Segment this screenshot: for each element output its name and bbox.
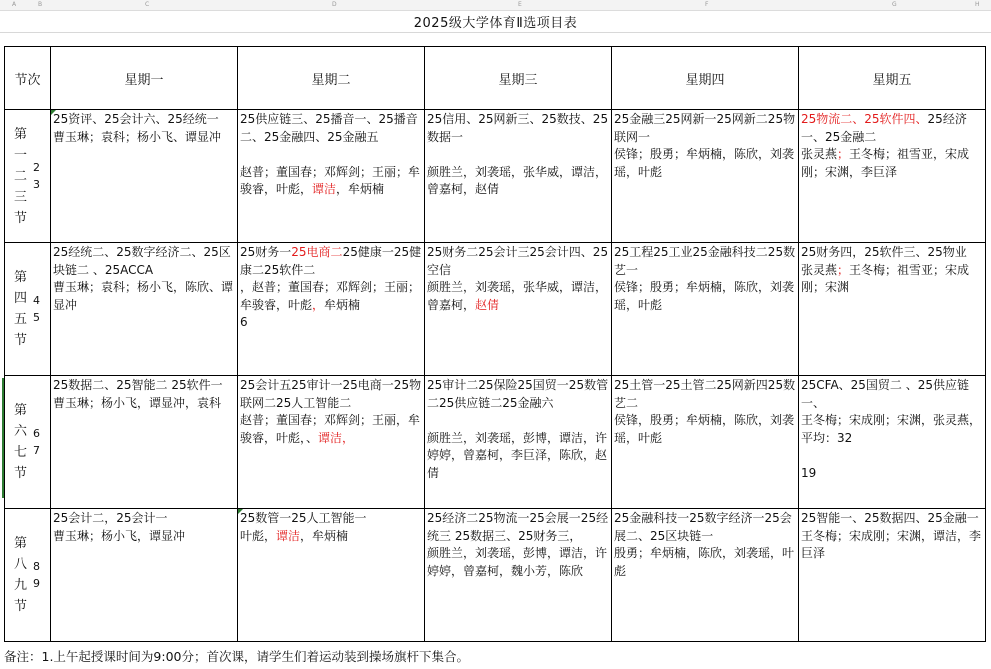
header-row xyxy=(5,47,986,110)
class-cell-fri[interactable] xyxy=(799,110,986,243)
cell-text: 25信用、25网新三、25数技、25数据一 颜胜兰，刘袭瑶，张华威，谭洁，曾嘉柯，赵倩 xyxy=(427,112,609,196)
cell-text: 25经济二25物流一25会展一25经统三 25数据三、25财务三， 颜胜兰，刘袭瑶，彭博，谭洁，许婷婷，曾嘉柯，魏小芳，陈欣 xyxy=(427,511,609,578)
column-letter[interactable]: C xyxy=(145,1,150,8)
period-label: 第八九节 xyxy=(13,536,27,614)
column-letter[interactable]: A xyxy=(12,1,17,8)
class-cell-mon[interactable] xyxy=(51,243,238,376)
cell-text: 25土管一25土管二25网新四25数艺二 侯锋，殷勇；牟炳楠，陈欣，刘袭瑶，叶彪 xyxy=(614,378,796,445)
cell-text: 25会计二，25会计一 曹玉琳；杨小飞，谭显冲 xyxy=(53,511,186,543)
cell-text: 25供应链三、25播音一、25播音二、25金融四、25金融五 赵普；董国春；邓辉剑；王丽；牟骏睿，叶彪， xyxy=(240,112,421,196)
period-cell[interactable] xyxy=(5,376,51,509)
column-letter[interactable]: D xyxy=(332,1,337,8)
day-header-tue: 星期二 xyxy=(238,47,425,110)
schedule-row xyxy=(5,243,986,376)
period-cell[interactable] xyxy=(5,243,51,376)
period-label: 第六七节 xyxy=(13,403,27,481)
highlighted-text: ， xyxy=(312,297,325,312)
cell-text: 25金融三25网新一25网新二25物联网一 侯锋；殷勇；牟炳楠，陈欣，刘袭瑶，叶彪 xyxy=(614,112,796,179)
cell-text: 王冬梅；祖雪亚；宋成刚；宋渊 xyxy=(801,262,970,294)
cell-text: 25智能一、25数据四、25金融一 王冬梅；宋成刚；宋渊，谭洁，李巨泽 xyxy=(801,511,982,560)
class-cell-tue[interactable] xyxy=(238,243,425,376)
period-numbers: 45 xyxy=(33,294,40,324)
class-cell-wed[interactable] xyxy=(425,110,612,243)
class-cell-mon[interactable] xyxy=(51,509,238,642)
cell-text: 25经济一、25金融二 张灵燕 xyxy=(801,112,967,161)
cell-text: 25资评、25会计六、25经统一 曹玉琳；袁科；杨小飞、谭显冲 xyxy=(53,112,222,144)
period-cell[interactable] xyxy=(5,509,51,642)
class-cell-thu[interactable] xyxy=(612,110,799,243)
day-header-fri: 星期五 xyxy=(799,47,986,110)
period-numbers: 89 xyxy=(33,560,40,590)
column-letter[interactable]: F xyxy=(705,1,709,8)
schedule-row xyxy=(5,509,986,642)
class-cell-thu[interactable] xyxy=(612,243,799,376)
class-cell-fri[interactable] xyxy=(799,243,986,376)
schedule-row xyxy=(5,110,986,243)
footer-note: 备注：1.上午起授课时间为9:00分；首次课，请学生们着运动装到操场旗杆下集合。 xyxy=(4,649,469,664)
class-cell-tue[interactable] xyxy=(238,376,425,509)
period-cell[interactable] xyxy=(5,110,51,243)
column-letter[interactable]: E xyxy=(518,1,522,8)
highlighted-text: 谭洁 xyxy=(312,182,337,196)
class-cell-mon[interactable] xyxy=(51,376,238,509)
highlighted-text: ； xyxy=(837,147,850,161)
cell-text: ，牟炳楠 xyxy=(336,182,385,196)
sheet-title: 2025级大学体育Ⅱ选项目表 xyxy=(413,16,578,31)
highlighted-text: 谭洁， xyxy=(318,430,355,445)
day-header-thu: 星期四 xyxy=(612,47,799,110)
period-numbers: 67 xyxy=(33,427,40,457)
class-cell-wed[interactable] xyxy=(425,509,612,642)
class-cell-thu[interactable] xyxy=(612,509,799,642)
cell-text: 牟炳楠 6 xyxy=(240,297,361,329)
day-header-wed: 星期三 xyxy=(425,47,612,110)
column-letter[interactable]: H xyxy=(975,1,980,8)
cell-text: 25经统二、25数字经济二、25区块链二 、25ACCA 曹玉琳；袁科；杨小飞，陈欣、谭显冲 xyxy=(53,245,234,312)
period-label: 第一二三节 xyxy=(13,126,27,226)
period-label: 第四五节 xyxy=(13,270,27,348)
cell-text: 25财务二25会计三25会计四、25空信 颜胜兰，刘袭瑶，张华威，谭洁，曾嘉柯， xyxy=(427,245,609,312)
cell-text: 25会计五25审计一25电商一25物联网二25人工智能二 赵普；董国春；邓辉剑；王丽，牟骏睿，叶彪，、 xyxy=(240,378,422,445)
highlighted-text: 25电商二 xyxy=(291,245,343,259)
period-header: 节次 xyxy=(5,47,51,110)
class-cell-tue[interactable] xyxy=(238,509,425,642)
column-letter[interactable]: G xyxy=(892,1,897,8)
schedule-row xyxy=(5,376,986,509)
highlighted-text: 赵倩 xyxy=(475,297,500,312)
class-cell-fri[interactable] xyxy=(799,376,986,509)
schedule-table xyxy=(4,46,986,642)
cell-text: 王冬梅；祖雪亚，宋成刚；宋渊，李巨泽 xyxy=(801,147,970,179)
cell-text: 25CFA、25国贸二 、25供应链一、 王冬梅；宋成刚；宋渊，张灵燕，平均：32 19 xyxy=(801,378,982,480)
class-cell-fri[interactable] xyxy=(799,509,986,642)
class-cell-wed[interactable] xyxy=(425,243,612,376)
cell-text: 25健康一25健康二25软件二 ，赵普；董国春；邓辉剑；王丽；牟骏睿，叶彪 xyxy=(240,245,422,312)
highlighted-text: 25物流二、25软件四、 xyxy=(801,112,928,126)
class-cell-wed[interactable] xyxy=(425,376,612,509)
highlighted-text: 谭洁 xyxy=(276,528,301,543)
highlighted-text: ； xyxy=(837,262,850,277)
column-header-bar xyxy=(0,0,991,11)
cell-text: ，牟炳楠 xyxy=(300,528,349,543)
period-numbers: 23 xyxy=(33,161,40,191)
cell-text: 25财务一 xyxy=(240,245,292,259)
day-header-mon: 星期一 xyxy=(51,47,238,110)
class-cell-tue[interactable] xyxy=(238,110,425,243)
cell-text: 25财务四，25软件三、25物业 张灵燕 xyxy=(801,245,967,277)
title-divider xyxy=(0,32,991,33)
class-cell-thu[interactable] xyxy=(612,376,799,509)
cell-text: 25数管一25人工智能一 叶彪， xyxy=(240,511,367,543)
cell-text: 25工程25工业25金融科技二25数艺一 侯锋；殷勇；牟炳楠，陈欣，刘袭瑶，叶彪 xyxy=(614,245,796,312)
cell-text: 25数据二、25智能二 25软件一 曹玉琳；杨小飞，谭显冲，袁科 xyxy=(53,378,223,410)
class-cell-mon[interactable] xyxy=(51,110,238,243)
column-letter[interactable]: B xyxy=(38,1,43,8)
cell-text: 25金融科技一25数字经济一25会展二、25区块链一 殷勇；牟炳楠，陈欣，刘袭瑶，叶彪 xyxy=(614,511,795,578)
cell-text: 25审计二25保险25国贸一25数管二25供应链二25金融六 颜胜兰，刘袭瑶，彭博，谭洁，许婷婷，曾嘉柯，李巨泽，陈欣，赵倩 xyxy=(427,378,609,480)
